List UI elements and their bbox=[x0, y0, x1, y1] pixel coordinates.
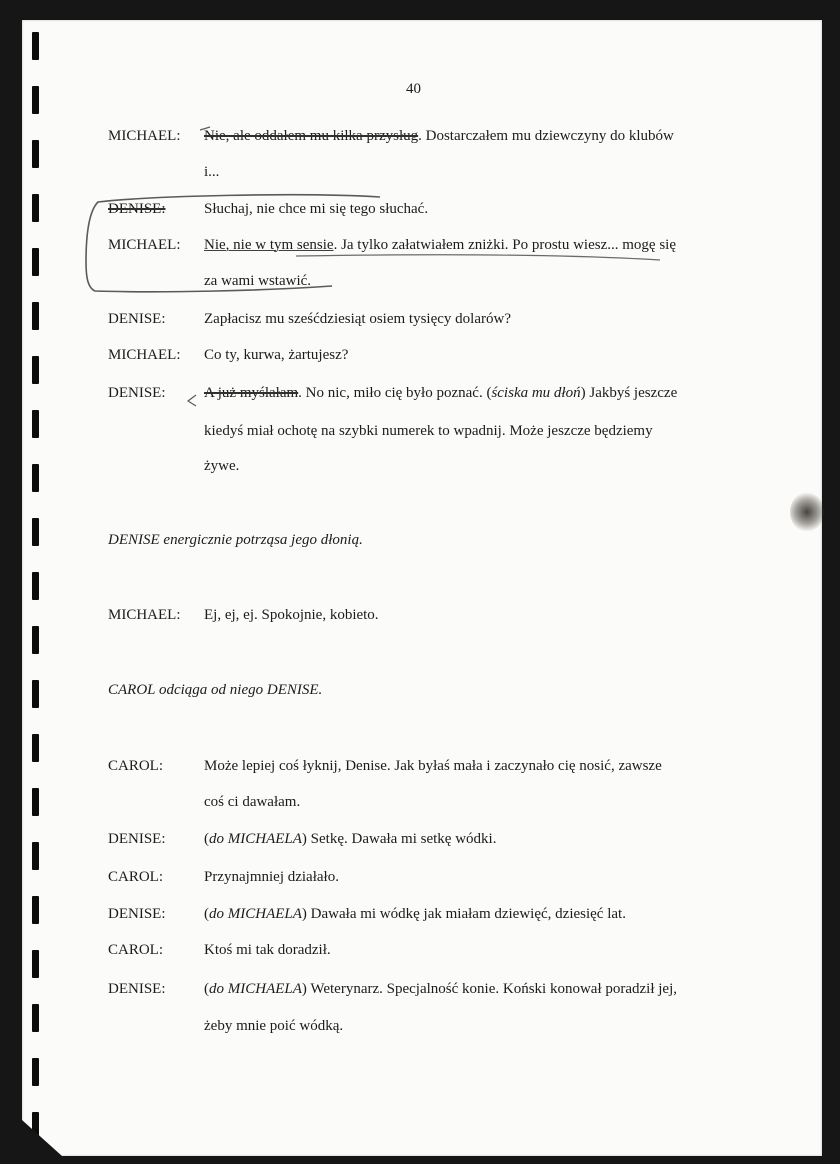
binding-hole bbox=[32, 140, 39, 168]
dialogue-line: Zapłacisz mu sześćdziesiąt osiem tysięcy dolarów? bbox=[204, 311, 511, 327]
struck-text: Nie, ale oddałem mu kilka przysług bbox=[204, 128, 419, 144]
speaker-name: MICHAEL: bbox=[108, 128, 181, 144]
binding-hole bbox=[32, 788, 39, 816]
dialogue-text: ) Dawała mi wódkę jak miałam dziewięć, dziesięć lat. bbox=[301, 906, 626, 922]
binding-hole bbox=[32, 950, 39, 978]
speaker-name: DENISE: bbox=[108, 311, 166, 327]
speaker-name: MICHAEL: bbox=[108, 237, 181, 253]
stage-direction: CAROL odciąga od niego DENISE. bbox=[108, 682, 323, 698]
dialogue-line: Słuchaj, nie chce mi się tego słuchać. bbox=[204, 201, 429, 217]
dialogue-continuation: coś ci dawałam. bbox=[204, 794, 301, 810]
dialogue-line bbox=[204, 981, 677, 998]
binding-hole bbox=[32, 248, 39, 276]
dialogue-continuation: i... bbox=[204, 164, 220, 180]
speaker-name: DENISE: bbox=[108, 831, 166, 847]
dialogue-text: . Dostarczałem mu dziewczyny do klubów bbox=[418, 128, 674, 144]
dialogue-line bbox=[204, 385, 677, 402]
dialogue-continuation: żeby mnie poić wódką. bbox=[204, 1018, 344, 1034]
dialogue-line bbox=[204, 237, 676, 254]
marked-text: Nie, nie w tym sensie bbox=[204, 237, 334, 253]
stage-aside: do MICHAELA bbox=[209, 831, 302, 847]
binding-hole bbox=[32, 626, 39, 654]
page-number: 40 bbox=[406, 81, 421, 97]
binding-hole bbox=[32, 32, 39, 60]
binding-hole bbox=[32, 302, 39, 330]
speaker-name: CAROL: bbox=[108, 942, 164, 958]
dialogue-line bbox=[204, 128, 674, 145]
ink-smudge bbox=[790, 492, 824, 532]
dialogue-line bbox=[204, 831, 496, 848]
dialogue-text: . No nic, miło cię było poznać. ( bbox=[298, 385, 492, 401]
binding-hole bbox=[32, 1004, 39, 1032]
binding-hole bbox=[32, 194, 39, 222]
dialogue-line: Ej, ej, ej. Spokojnie, kobieto. bbox=[204, 607, 379, 623]
spiral-binding bbox=[30, 20, 46, 1156]
dialogue-line: Przynajmniej działało. bbox=[204, 869, 339, 885]
paren-open: ( bbox=[204, 981, 209, 997]
dialogue-text: . Ja tylko załatwiałem zniżki. Po prostu wiesz... mogę się bbox=[333, 237, 676, 253]
speaker-name: CAROL: bbox=[108, 869, 164, 885]
speaker-name: DENISE: bbox=[108, 981, 166, 997]
stage-aside: ściska mu dłoń bbox=[491, 385, 581, 401]
binding-hole bbox=[32, 896, 39, 924]
speaker-name: DENISE: bbox=[108, 906, 166, 922]
struck-text: A już myślałam bbox=[204, 385, 299, 401]
speaker-name: CAROL: bbox=[108, 758, 164, 774]
binding-hole bbox=[32, 1058, 39, 1086]
paren-open: ( bbox=[204, 906, 209, 922]
dialogue-line bbox=[204, 906, 626, 923]
binding-hole bbox=[32, 734, 39, 762]
dialogue-line: Co ty, kurwa, żartujesz? bbox=[204, 347, 349, 363]
binding-hole bbox=[32, 680, 39, 708]
binding-hole bbox=[32, 464, 39, 492]
stage-aside: do MICHAELA bbox=[209, 981, 302, 997]
dialogue-continuation: kiedyś miał ochotę na szybki numerek to wpadnij. Może jeszcze będziemy bbox=[204, 423, 653, 439]
speaker-name: DENISE: bbox=[108, 385, 166, 401]
dialogue-text: ) Jakbyś jeszcze bbox=[580, 385, 678, 401]
stage-direction: DENISE energicznie potrząsa jego dłonią. bbox=[108, 532, 363, 548]
dialogue-continuation: żywe. bbox=[204, 458, 240, 474]
dialogue-text: ) Setkę. Dawała mi setkę wódki. bbox=[301, 831, 497, 847]
dialogue-text: ) Weterynarz. Specjalność konie. Koński konował poradził jej, bbox=[301, 981, 677, 997]
dialogue-continuation: za wami wstawić. bbox=[204, 273, 312, 289]
folded-corner bbox=[22, 1120, 62, 1156]
speaker-name: MICHAEL: bbox=[108, 607, 181, 623]
speaker-name: MICHAEL: bbox=[108, 347, 181, 363]
binding-hole bbox=[32, 518, 39, 546]
stage-aside: do MICHAELA bbox=[209, 906, 302, 922]
dialogue-line: Ktoś mi tak doradził. bbox=[204, 942, 331, 958]
paren-open: ( bbox=[204, 831, 209, 847]
dialogue-line: Może lepiej coś łyknij, Denise. Jak byłaś mała i zaczynało cię nosić, zawsze bbox=[204, 758, 662, 774]
binding-hole bbox=[32, 410, 39, 438]
binding-hole bbox=[32, 842, 39, 870]
binding-hole bbox=[32, 572, 39, 600]
binding-hole bbox=[32, 356, 39, 384]
speaker-name: DENISE: bbox=[108, 201, 166, 217]
binding-hole bbox=[32, 86, 39, 114]
